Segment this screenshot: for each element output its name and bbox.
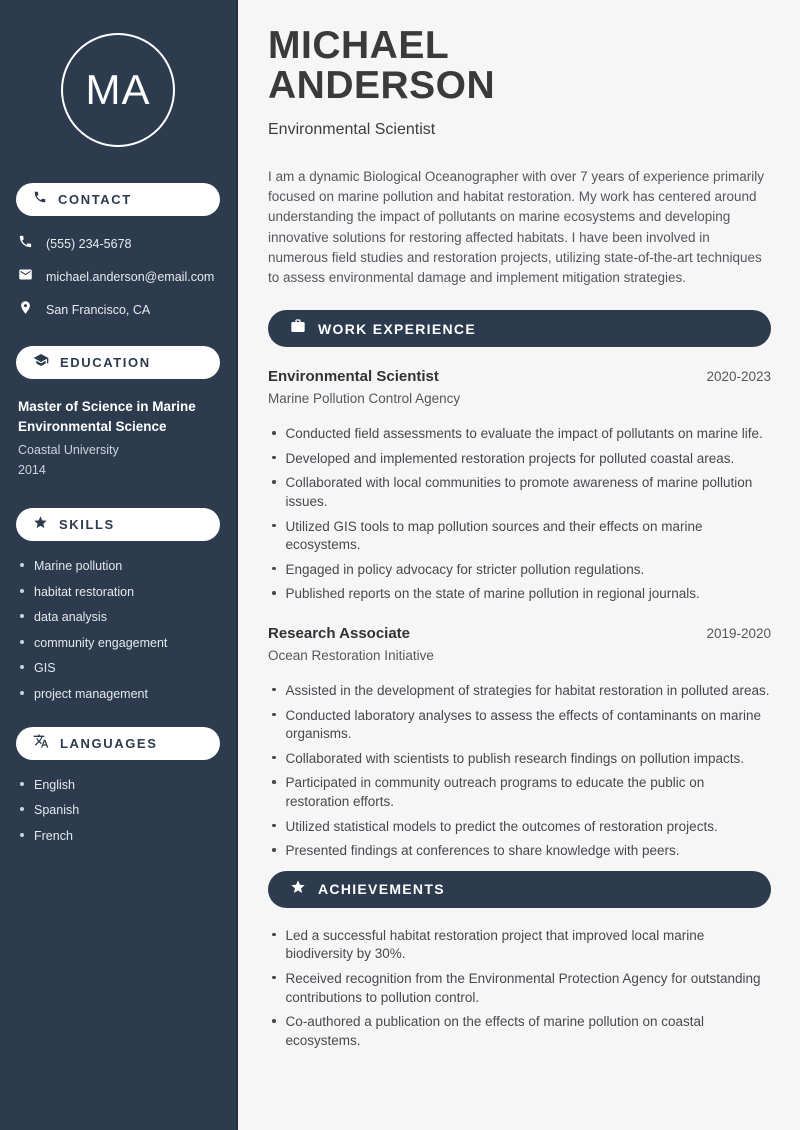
bullet-dot xyxy=(272,591,276,595)
education-year: 2014 xyxy=(18,462,46,477)
skill-item xyxy=(20,585,220,599)
job-bullet-text: Utilized statistical models to predict the outcomes of restoration projects. xyxy=(285,818,718,834)
phone-number: (555) 234-5678 xyxy=(46,237,132,251)
achievements-section-header xyxy=(268,871,771,908)
job-bullet-text: Utilized GIS tools to map pollution sources and their effects on marine ecosystems. xyxy=(285,518,703,553)
skills-section-header xyxy=(16,508,220,541)
bullet-dot xyxy=(20,691,24,695)
page-title xyxy=(268,26,771,106)
bullet-dot xyxy=(20,614,24,618)
language-label: Spanish xyxy=(34,803,80,817)
bullet-dot xyxy=(272,431,276,435)
bullet-dot xyxy=(272,824,276,828)
bullet-dot xyxy=(20,833,24,837)
achievement-text: Co-authored a publication on the effects of marine pollution on coastal ecosystems. xyxy=(285,1014,705,1048)
email-icon xyxy=(18,267,33,287)
job-bullet-list xyxy=(268,682,771,861)
job-header xyxy=(268,625,771,642)
summary-paragraph: I am a dynamic Biological Oceanographer with over 7 years of experience primarily focused on marine pollution and habitat restoration. My work has centered around understanding the impact of pollutants on marine ecosystems and developing innovative solutions for restoring affected habitats. I have been involved in numerous field studies and restoration projects, utilizing state-of-the-art techniques to assess environmental damage and implement mitigation strategies. xyxy=(268,169,764,286)
bullet-dot xyxy=(272,480,276,484)
location-pin-icon xyxy=(18,300,33,320)
job-bullet-text: Assisted in the development of strategies for habitat restoration in polluted areas. xyxy=(285,682,770,698)
job-bullet xyxy=(268,450,771,469)
job-bullet xyxy=(268,774,771,811)
star-icon xyxy=(33,515,48,535)
skill-label: project management xyxy=(34,686,148,701)
achievement-bullet xyxy=(268,1013,771,1050)
star-icon xyxy=(290,879,306,900)
name-last: ANDERSON xyxy=(268,64,496,107)
education-section-title: EDUCATION xyxy=(60,355,151,370)
main-content xyxy=(238,0,800,1130)
achievement-text: Received recognition from the Environmental Protection Agency for outstanding contributions to pollution control. xyxy=(285,970,761,1005)
work-experience-section-header xyxy=(268,310,771,347)
bullet-dot xyxy=(272,1019,276,1023)
email-address: michael.anderson@email.com xyxy=(46,270,215,284)
bullet-dot xyxy=(20,563,24,567)
bullet-dot xyxy=(20,807,24,811)
professional-title: Environmental Scientist xyxy=(268,121,436,138)
language-item xyxy=(20,803,220,817)
achievement-text: Led a successful habitat restoration project that improved local marine biodiversity by 30%. xyxy=(285,927,705,962)
job-bullet-text: Published reports on the state of marine pollution in regional journals. xyxy=(285,586,700,602)
sidebar xyxy=(0,0,238,1130)
job-bullet-text: Collaborated with local communities to promote awareness of marine pollution issues. xyxy=(285,475,753,509)
job-bullet-text: Developed and implemented restoration projects for polluted coastal areas. xyxy=(285,450,735,466)
skill-label: GIS xyxy=(34,661,56,675)
job-bullet-text: Engaged in policy advocacy for stricter pollution regulations. xyxy=(285,561,645,577)
language-item xyxy=(20,778,220,792)
bullet-dot xyxy=(272,780,276,784)
job-title: Environmental Scientist xyxy=(268,368,439,386)
skill-item xyxy=(20,559,220,573)
education-degree: Master of Science in Marine Environmental Science xyxy=(18,399,196,434)
achievements-list xyxy=(268,927,771,1051)
bullet-dot xyxy=(272,976,276,980)
bullet-dot xyxy=(272,524,276,528)
education-school: Coastal University xyxy=(18,443,119,457)
bullet-dot xyxy=(272,456,276,460)
phone-icon xyxy=(33,190,47,209)
skill-label: Marine pollution xyxy=(34,559,123,573)
skills-section-title: SKILLS xyxy=(59,517,115,532)
skill-label: data analysis xyxy=(34,610,107,624)
skills-list xyxy=(20,559,220,701)
skill-label: community engagement xyxy=(34,635,168,650)
job-bullet xyxy=(268,842,771,861)
contact-email-row xyxy=(18,267,220,287)
language-item xyxy=(20,829,220,843)
job-dates: 2020-2023 xyxy=(706,369,771,385)
achievement-bullet xyxy=(268,970,771,1007)
job-bullet xyxy=(268,818,771,837)
language-label: French xyxy=(34,828,73,843)
job-bullet xyxy=(268,707,771,744)
job-title: Research Associate xyxy=(268,624,411,642)
graduation-cap-icon xyxy=(33,352,49,373)
briefcase-icon xyxy=(290,318,306,339)
job-bullet xyxy=(268,425,771,444)
bullet-dot xyxy=(272,933,276,937)
work-experience-title: WORK EXPERIENCE xyxy=(318,320,476,337)
job-bullet-text: Collaborated with scientists to publish research findings on pollution impacts. xyxy=(285,750,744,766)
translate-icon xyxy=(33,733,49,754)
avatar xyxy=(61,33,175,147)
skill-item xyxy=(20,687,220,701)
job-bullet-text: Presented findings at conferences to share knowledge with peers. xyxy=(285,843,680,859)
contact-section-title: CONTACT xyxy=(58,192,132,207)
bullet-dot xyxy=(272,688,276,692)
bullet-dot xyxy=(272,713,276,717)
job-bullet-text: Conducted laboratory analyses to assess the effects of contaminants on marine organisms. xyxy=(285,707,762,742)
job-bullet xyxy=(268,518,771,555)
contact-phone-row xyxy=(18,234,220,254)
job-company: Ocean Restoration Initiative xyxy=(268,647,434,663)
job-bullet xyxy=(268,561,771,580)
location-text: San Francisco, CA xyxy=(46,303,151,317)
contact-location-row xyxy=(18,300,220,320)
skill-item xyxy=(20,610,220,624)
education-section-header xyxy=(16,346,220,379)
bullet-dot xyxy=(20,782,24,786)
achievements-title: ACHIEVEMENTS xyxy=(318,881,445,898)
bullet-dot xyxy=(272,848,276,852)
skill-item xyxy=(20,661,220,675)
bullet-dot xyxy=(272,567,276,571)
job-bullet-text: Conducted field assessments to evaluate the impact of pollutants on marine life. xyxy=(285,426,763,442)
education-entry xyxy=(18,397,220,480)
bullet-dot xyxy=(20,640,24,644)
contact-list xyxy=(18,234,220,320)
phone-icon xyxy=(18,234,33,254)
languages-section-title: LANGUAGES xyxy=(60,735,158,751)
bullet-dot xyxy=(20,665,24,669)
name-first: MICHAEL xyxy=(268,24,450,67)
job-bullet xyxy=(268,585,771,604)
job-bullet xyxy=(268,750,771,769)
languages-section-header xyxy=(16,727,220,760)
bullet-dot xyxy=(20,589,24,593)
language-label: English xyxy=(34,777,75,792)
skill-label: habitat restoration xyxy=(34,584,135,599)
skill-item xyxy=(20,636,220,650)
achievement-bullet xyxy=(268,927,771,964)
job-entry xyxy=(268,625,771,861)
job-dates: 2019-2020 xyxy=(706,625,771,641)
job-company: Marine Pollution Control Agency xyxy=(268,391,461,407)
job-bullet xyxy=(268,682,771,701)
bullet-dot xyxy=(272,756,276,760)
avatar-initials: MA xyxy=(85,66,151,113)
job-entry xyxy=(268,368,771,604)
languages-list xyxy=(20,778,220,843)
job-bullet-list xyxy=(268,425,771,604)
contact-section-header xyxy=(16,183,220,216)
job-header xyxy=(268,368,771,385)
job-bullet-text: Participated in community outreach programs to educate the public on restoration efforts. xyxy=(285,775,705,809)
job-bullet xyxy=(268,474,771,511)
